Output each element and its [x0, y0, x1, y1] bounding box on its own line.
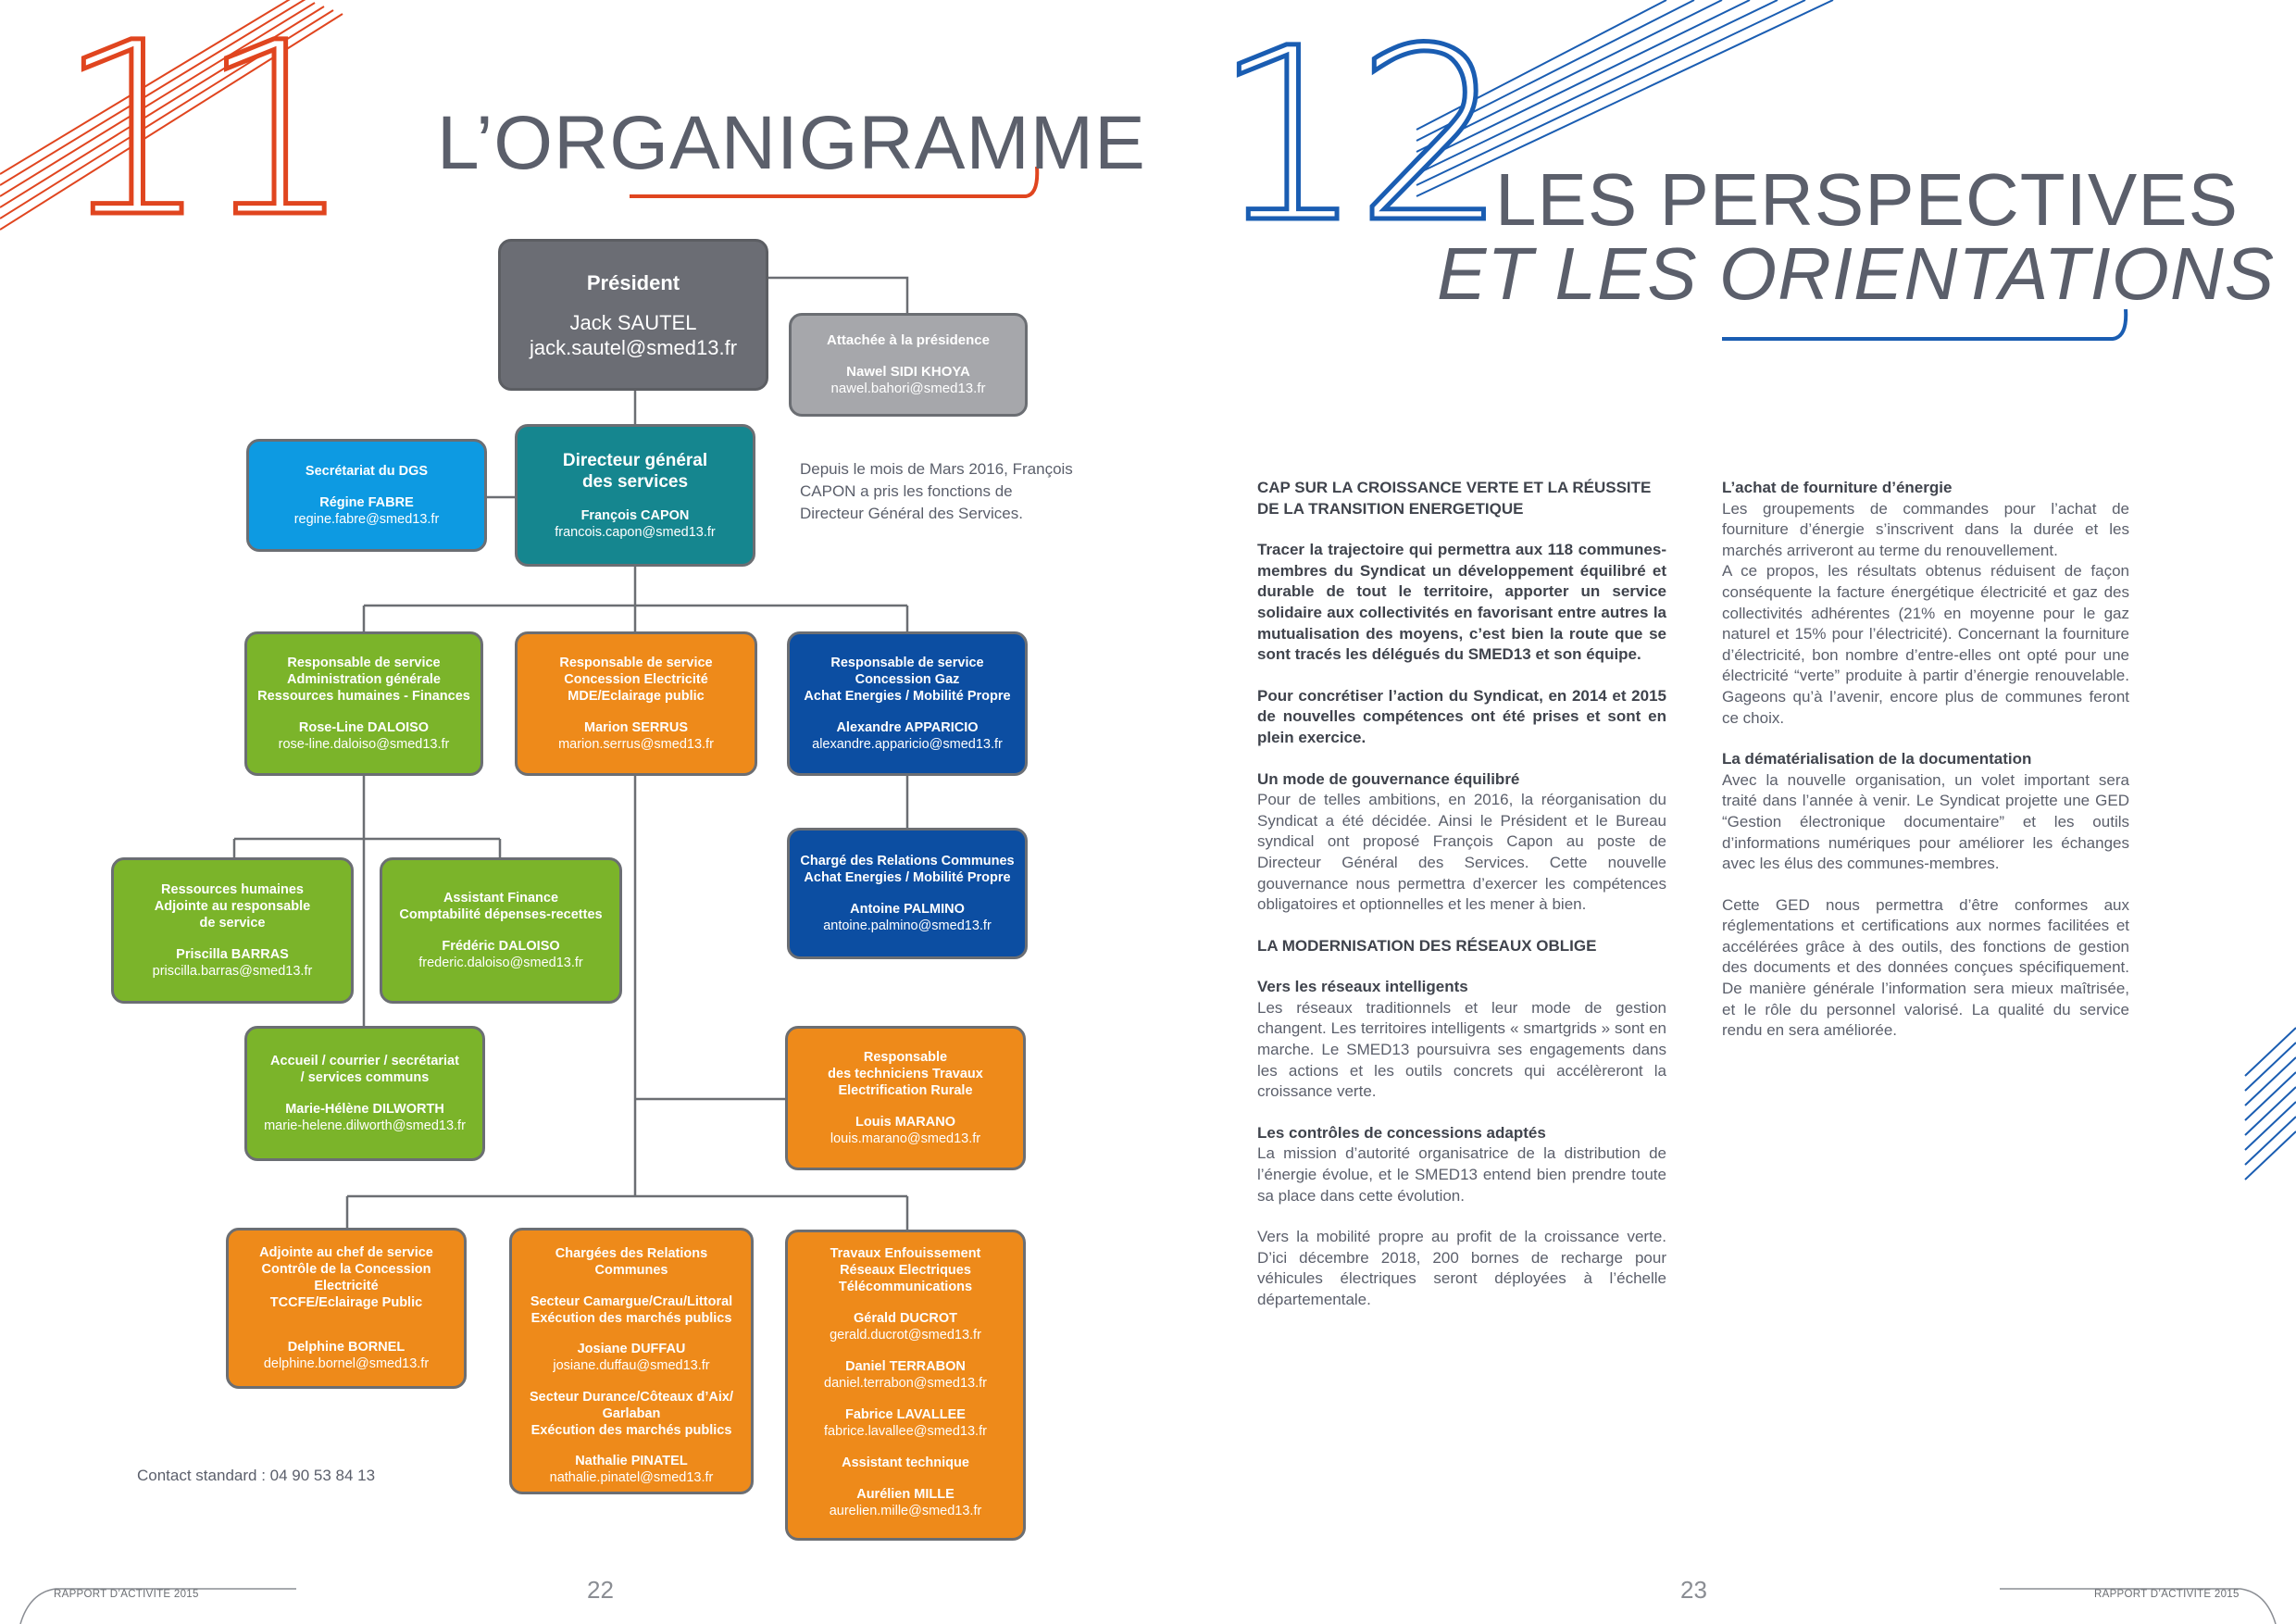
- org-box-elec: Responsable de service Concession Electricité MDE/Eclairage public Marion SERRUS marion.serrus@smed13.fr: [515, 631, 757, 776]
- paragraph-mobilite: Vers la mobilité propre au profit de la croissance verte. D’ici décembre 2018, 200 bornes de recharge pour véhicules électriques seront déployées à l’échelle départementale.: [1257, 1228, 1666, 1308]
- paragraph-achat-energie-2: A ce propos, les résultats obtenus réduisent de façon conséquente la facture énergétique électricité et gaz des collectivités adhérentes (21% en moyenne pour le gaz naturel et 15% pour l’électricité). Concernant la fourniture d’électricité, bon nombre d’entre-elles ont opté pour une électricité “verte” produite à partir d’énergie renouvelable. Gageons qu’à l’avenir, encore plus de communes feront ce choix.: [1722, 562, 2129, 727]
- contact-standard: Contact standard : 04 90 53 84 13: [137, 1467, 376, 1484]
- org-box-adjointe: Adjointe au chef de service Contrôle de la Concession Electricité TCCFE/Eclairage Public Delphine BORNEL delphine.bornel@smed13.fr: [226, 1228, 467, 1389]
- page-title-organigramme: L’ORGANIGRAMME: [437, 101, 1146, 185]
- org-box-admin: Responsable de service Administration générale Ressources humaines - Finances Rose-Line DALOISO rose-line.daloiso@smed13.fr: [244, 631, 483, 776]
- subheading-reseaux-intelligents: Vers les réseaux intelligents: [1257, 978, 1468, 996]
- page-number-left: 22: [587, 1576, 614, 1604]
- org-box-accueil: Accueil / courrier / secrétariat / services communs Marie-Hélène DILWORTH marie-helene.dilworth@smed13.fr: [244, 1026, 485, 1161]
- heading-modernisation: LA MODERNISATION DES RÉSEAUX OBLIGE: [1257, 936, 1597, 955]
- heading-croissance-verte-1: CAP SUR LA CROISSANCE VERTE ET LA RÉUSSITE: [1257, 479, 1652, 496]
- org-box-chargees: Chargées des Relations Communes Secteur Camargue/Crau/Littoral Exécution des marchés publics Josiane DUFFAU josiane.duffau@smed13.fr Secteur Durance/Côteaux d’Aix/ Garlaban Exécution des marchés publics Nathalie PINATEL nathalie.pinatel@smed13.fr: [509, 1228, 754, 1494]
- subheading-controles: Les contrôles de concessions adaptés: [1257, 1123, 1546, 1142]
- text-column-left: [1257, 478, 1666, 1311]
- paragraph-ged: Cette GED nous permettra d’être conformes aux réglementations et certifications aux normes facilitées et accélérées grâce à des outils, des fonctions de gestion des documents et des données conçues spécifiquement. De manière générale l’information sera mieux maîtrisée, et le rôle du personnel valorisé. La qualité du service rendu en sera améliorée.: [1722, 895, 2129, 1040]
- org-box-secretariat: Secrétariat du DGS Régine FABRE regine.fabre@smed13.fr: [246, 439, 487, 552]
- heading-croissance-verte-2: DE LA TRANSITION ENERGETIQUE: [1257, 499, 1524, 518]
- org-box-charge-relations: Chargé des Relations Communes Achat Energies / Mobilité Propre Antoine PALMINO antoine.palmino@smed13.fr: [787, 828, 1028, 959]
- paragraph-gouvernance: Pour de telles ambitions, en 2016, la réorganisation du Syndicat a été décidée. Ainsi le Président et le Bureau syndical ont proposé François Capon au poste de Directeur Général des Services. Cette nouvelle gouvernance nous permettra d’exercer les compétences obligatoires et optionnelles et les mener à bien.: [1257, 791, 1666, 914]
- subheading-gouvernance: Un mode de gouvernance équilibré: [1257, 769, 1520, 788]
- page-number-right: 23: [1680, 1576, 1707, 1604]
- org-box-gaz: Responsable de service Concession Gaz Achat Energies / Mobilité Propre Alexandre APPARICIO alexandre.apparicio@smed13.fr: [787, 631, 1028, 776]
- paragraph-achat-energie-1: Les groupements de commandes pour l’achat de fourniture d’énergie s’inscrivent dans la durée et les marchés arriveront au terme du renouvellement.: [1722, 499, 2129, 559]
- subheading-dematerialisation: La dématérialisation de la documentation: [1722, 750, 2032, 768]
- subheading-achat-energie: L’achat de fourniture d’énergie: [1722, 479, 1953, 496]
- org-box-rh: Ressources humaines Adjointe au responsable de service Priscilla BARRAS priscilla.barras@smed13.fr: [111, 857, 354, 1004]
- section-number-11: 11: [57, 0, 343, 269]
- paragraph-controles: La mission d’autorité organisatrice de la distribution de l’énergie évolue, et le SMED13 entend bien prendre toute sa place dans cette évolution.: [1257, 1144, 1666, 1205]
- org-box-dgs: Directeur général des services François CAPON francois.capon@smed13.fr: [515, 424, 755, 567]
- lead-paragraph-2: Pour concrétiser l’action du Syndicat, en 2014 et 2015 de nouvelles compétences ont été prises et sont en plein exercice.: [1257, 686, 1666, 746]
- paragraph-dematerialisation: Avec la nouvelle organisation, un volet important sera traité dans l’année à venir. Le Syndicat projette une GED “Gestion électronique documentaire” et les outils d’informations numériques pour améliorer les échanges avec les élus des communes-membres.: [1722, 770, 2129, 873]
- org-box-president: Président Jack SAUTEL jack.sautel@smed13.fr: [498, 239, 768, 391]
- lead-paragraph-1: Tracer la trajectoire qui permettra aux 118 communes-membres du Syndicat un développement équilibré et durable de tout le territoire, apporter un service solidaire aux collectivités en favorisant entre autres la mutualisation des moyens, c’est bien la route que se sont tracés les délégués du SMED13 et son équipe.: [1257, 541, 1666, 664]
- dgs-note: Depuis le mois de Mars 2016, François CAPON a pris les fonctions de Directeur Général des Services.: [800, 460, 1073, 522]
- org-box-travaux-resp: Responsable des techniciens Travaux Electrification Rurale Louis MARANO louis.marano@smed13.fr: [785, 1026, 1026, 1170]
- section-number-12: 12: [1213, 0, 1499, 275]
- paragraph-reseaux-intelligents: Les réseaux traditionnels et leur mode de gestion changent. Les territoires intelligents « smartgrids » sont en marche. Le SMED13 poursuivra ses engagements dans les actions et les outils concrets qui accélèreront la croissance verte.: [1257, 998, 1666, 1101]
- org-box-attachee: Attachée à la présidence Nawel SIDI KHOYA nawel.bahori@smed13.fr: [789, 313, 1028, 417]
- footer-right: RAPPORT D’ACTIVITE 2015: [2094, 1589, 2240, 1600]
- page-title-orientations: ET LES ORIENTATIONS: [1437, 232, 2276, 315]
- org-box-enfouissement: Travaux Enfouissement Réseaux Electriques Télécommunications Gérald DUCROT gerald.ducrot@smed13.fr Daniel TERRABON daniel.terrabon@smed13.fr Fabrice LAVALLEE fabrice.lavallee@smed13.fr Assistant technique Aurélien MILLE aurelien.mille@smed13.fr: [785, 1230, 1026, 1541]
- page-title-perspectives: LES PERSPECTIVES: [1495, 158, 2239, 241]
- text-column-right: [1722, 478, 2129, 1042]
- footer-left: RAPPORT D’ACTIVITE 2015: [54, 1589, 199, 1600]
- org-box-finance: Assistant Finance Comptabilité dépenses-recettes Frédéric DALOISO frederic.daloiso@smed13.fr: [380, 857, 622, 1004]
